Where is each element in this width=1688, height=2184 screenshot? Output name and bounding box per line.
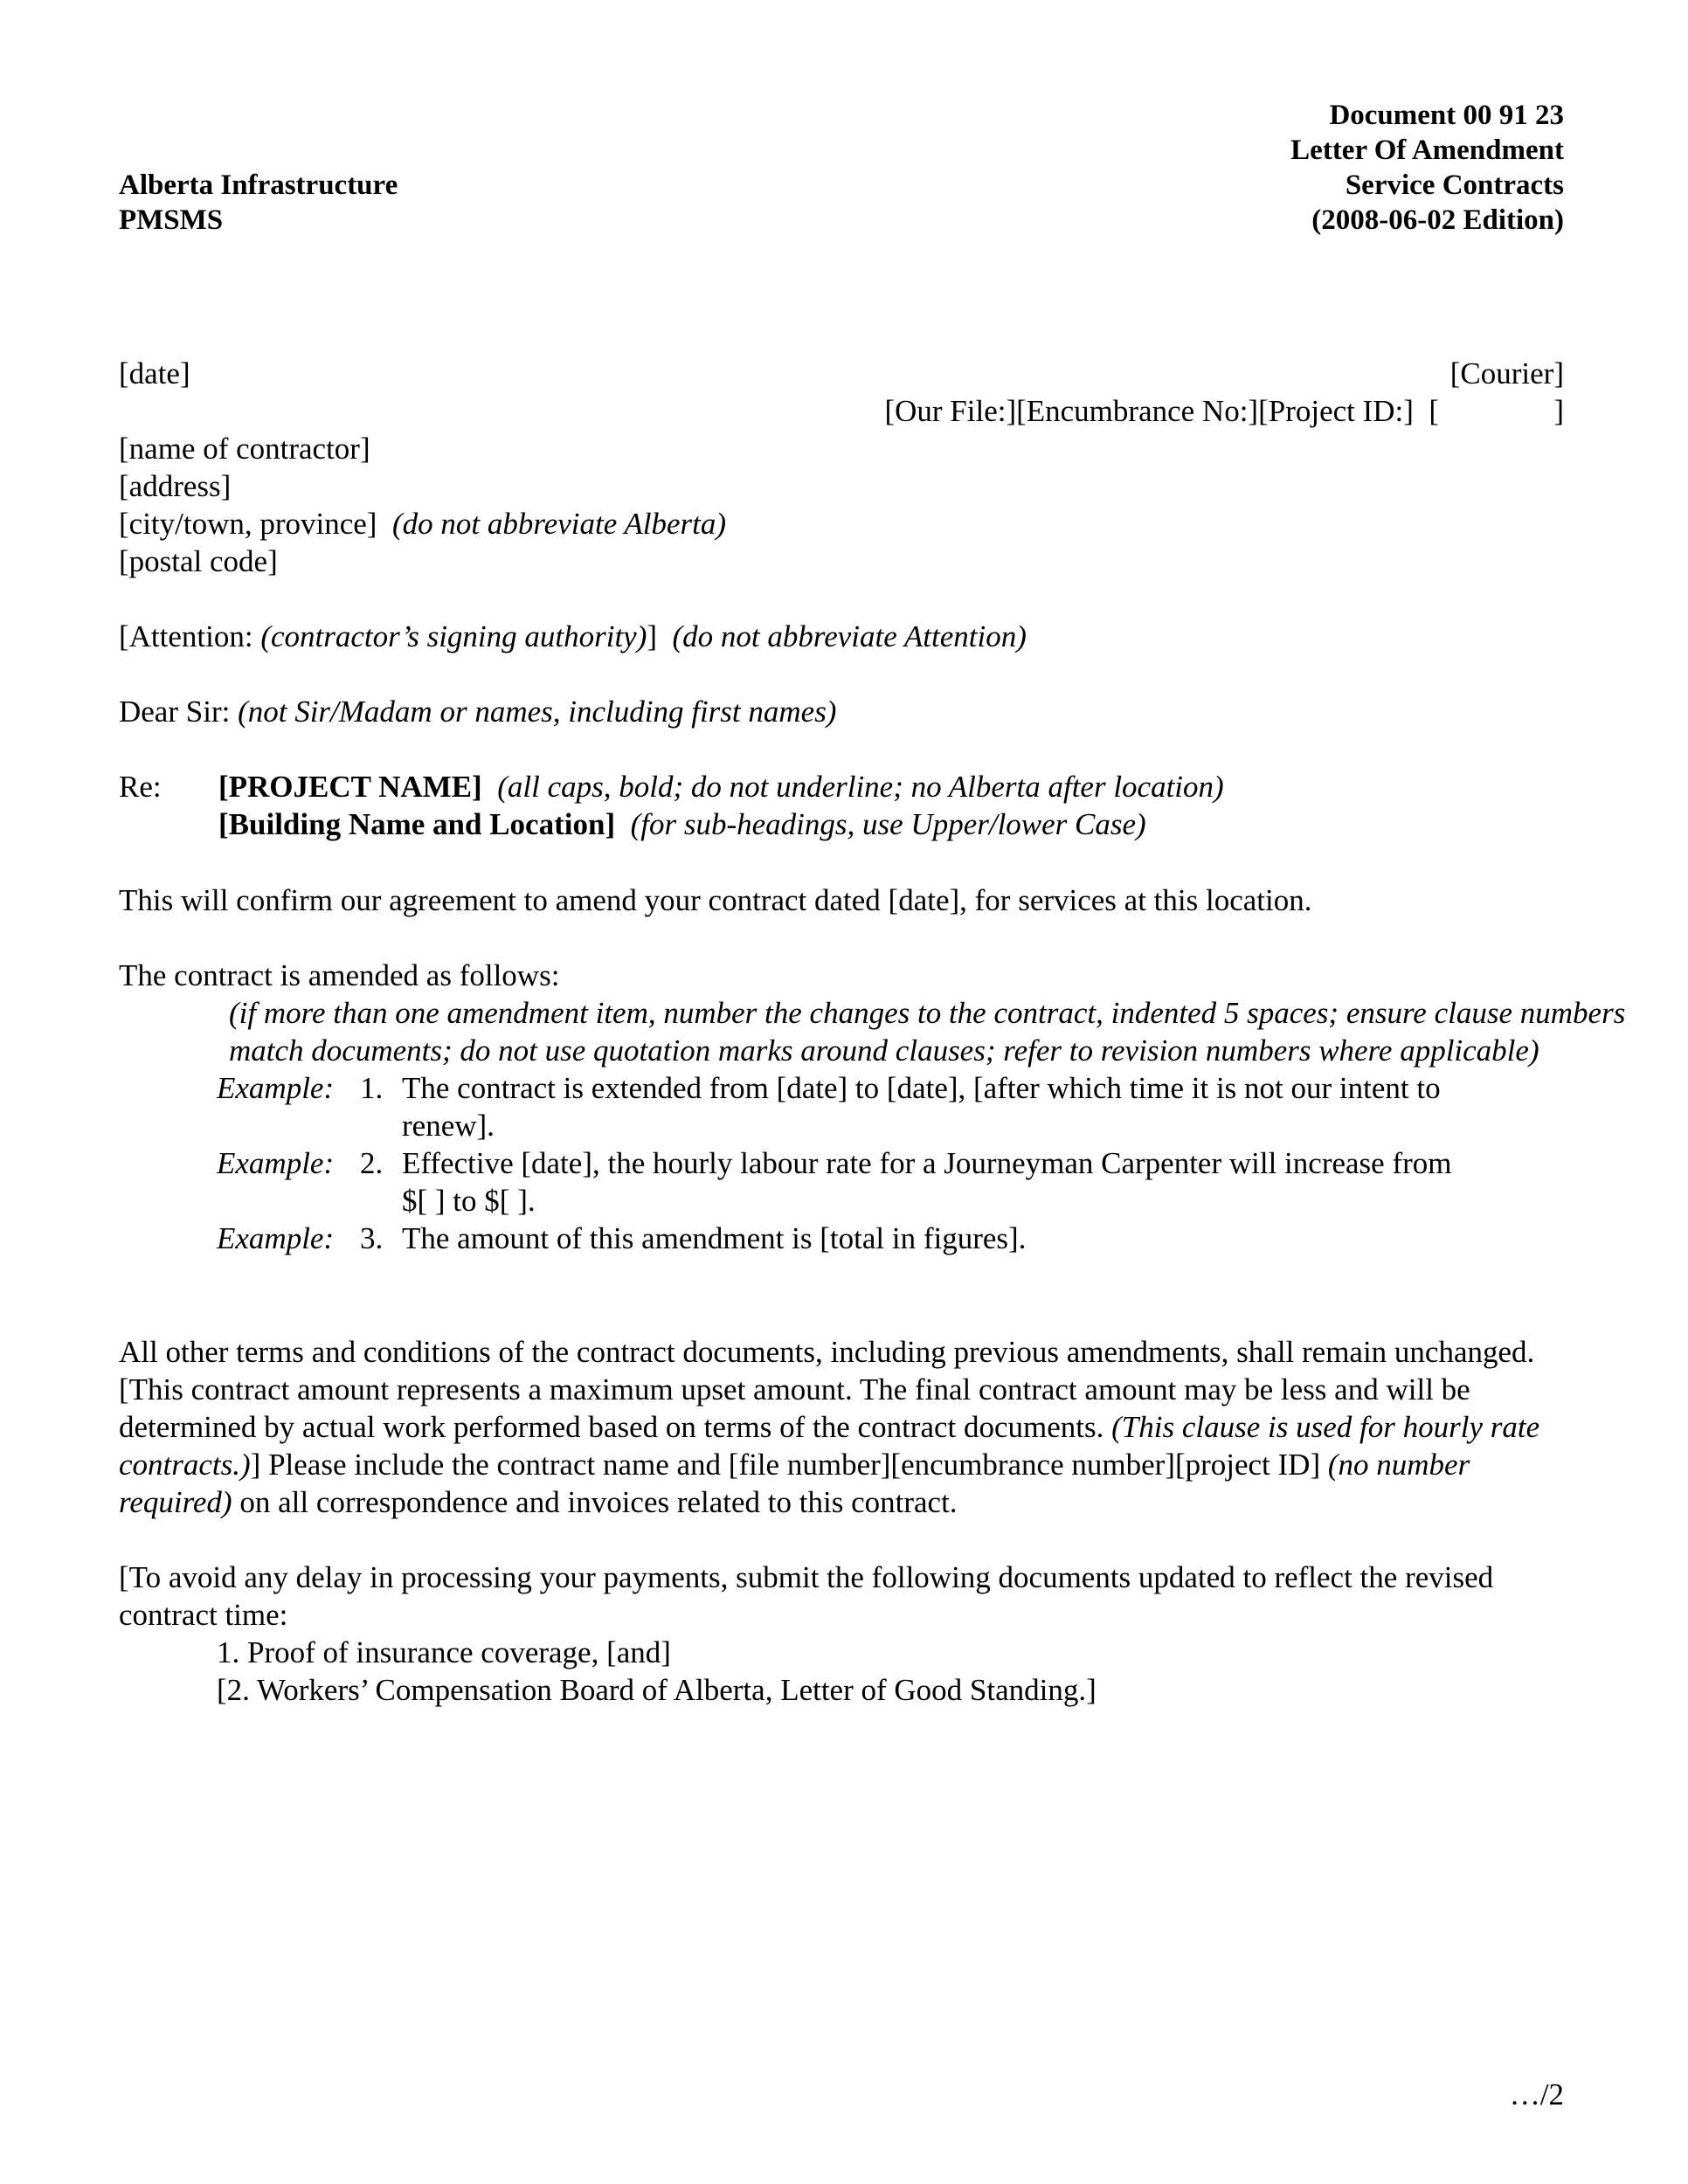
confirmation-paragraph: This will confirm our agreement to amend your contract dated [date], for services at this location. — [119, 883, 1312, 917]
amendment-note: (if more than one amendment item, number the changes to the contract, indented 5 spaces; ensure clause numbers match documents; do not use quotation marks around clauses; refer to revision numbers where applicable) — [229, 996, 1626, 1068]
example-item — [119, 1144, 1569, 1182]
example-item — [119, 1220, 1569, 1257]
attention-note: (do not abbreviate Attention) — [672, 619, 1027, 653]
page-continuation: …/2 — [1509, 2077, 1564, 2111]
salutation-line — [119, 693, 836, 730]
example-text: Effective [date], the hourly labour rate for a Journeyman Carpenter will increase from — [402, 1146, 1452, 1180]
example-item — [119, 1069, 1569, 1107]
terms-note: (This clause is used for hourly rate contracts.) — [119, 1410, 1540, 1482]
salutation-note: (not Sir/Madam or names, including first names) — [238, 695, 837, 729]
amendment-section — [119, 957, 1626, 1257]
attention-line — [119, 618, 1027, 655]
re-building-line — [218, 805, 1146, 843]
project-name-note: (all caps, bold; do not underline; no Alberta after location) — [497, 770, 1224, 804]
example-text: The amount of this amendment is [total in figures]. — [402, 1221, 1027, 1255]
example-label: Example: — [217, 1071, 335, 1105]
terms-text-3: on all correspondence and invoices related to this contract. — [232, 1485, 958, 1519]
terms-text: All other terms and conditions of the contract documents, including previous amendments, shall remain unchanged. [This contract amount represents a maximum upset amount. The final contract amount may be less and will be determined by actual work performed based on terms of the contract documents. — [119, 1335, 1535, 1444]
attention-close: ] — [647, 619, 658, 653]
example-continuation: renew]. — [402, 1109, 495, 1143]
re-project-line — [218, 768, 1224, 805]
address-line: [address] — [119, 469, 232, 503]
system-name: PMSMS — [119, 204, 224, 236]
building-name: [Building Name and Location] — [218, 807, 616, 841]
terms-text-2: ] Please include the contract name and [file number][encumbrance number][project ID] — [250, 1448, 1328, 1482]
project-name: [PROJECT NAME] — [218, 770, 482, 804]
document-title: Letter Of Amendment — [1290, 135, 1564, 166]
attention-label: [Attention: — [119, 619, 261, 653]
terms-paragraph — [119, 1333, 1569, 1521]
delivery-method: [Courier] — [1449, 356, 1564, 390]
postal-code: [postal code] — [119, 544, 278, 578]
requirement-item: 1. Proof of insurance coverage, [and] — [217, 1635, 671, 1669]
building-name-note: (for sub-headings, use Upper/lower Case) — [630, 807, 1146, 841]
address-city-line — [119, 505, 726, 543]
example-number: 3. — [360, 1221, 384, 1255]
document-header — [1290, 98, 1564, 238]
re-block — [119, 768, 1569, 843]
address-line: [name of contractor] — [119, 432, 370, 466]
document-edition: (2008-06-02 Edition) — [1311, 204, 1564, 236]
payments-section — [119, 1559, 1569, 1709]
recipient-address — [119, 430, 726, 580]
salutation: Dear Sir: — [119, 695, 239, 729]
amendment-intro: The contract is amended as follows: — [119, 958, 560, 992]
example-continuation: $[ ] to $[ ]. — [402, 1184, 536, 1218]
example-text: The contract is extended from [date] to [date], [after which time it is not our intent to — [402, 1071, 1441, 1105]
payments-paragraph: [To avoid any delay in processing your payments, submit the following documents updated to reflect the revised contract time: — [119, 1560, 1494, 1632]
document-number: Document 00 91 23 — [1329, 100, 1564, 131]
organization-name: Alberta Infrastructure — [119, 169, 398, 201]
city-note: (do not abbreviate Alberta) — [391, 507, 726, 541]
file-reference: [Our File:][Encumbrance No:][Project ID:] [ ] — [884, 394, 1564, 428]
requirement-item: [2. Workers’ Compensation Board of Alberta, Letter of Good Standing.] — [217, 1673, 1097, 1707]
terms-note-2: (no number required) — [119, 1448, 1470, 1519]
city-text: [city/town, province] — [119, 507, 377, 541]
example-label: Example: — [217, 1146, 335, 1180]
attention-authority: (contractor’s signing authority) — [260, 619, 647, 653]
example-number: 2. — [360, 1146, 384, 1180]
example-number: 1. — [360, 1071, 384, 1105]
example-label: Example: — [217, 1221, 335, 1255]
re-label: Re: — [119, 770, 162, 804]
organization-header — [119, 168, 398, 238]
letter-date: [date] — [119, 356, 190, 390]
document-type: Service Contracts — [1345, 169, 1564, 201]
